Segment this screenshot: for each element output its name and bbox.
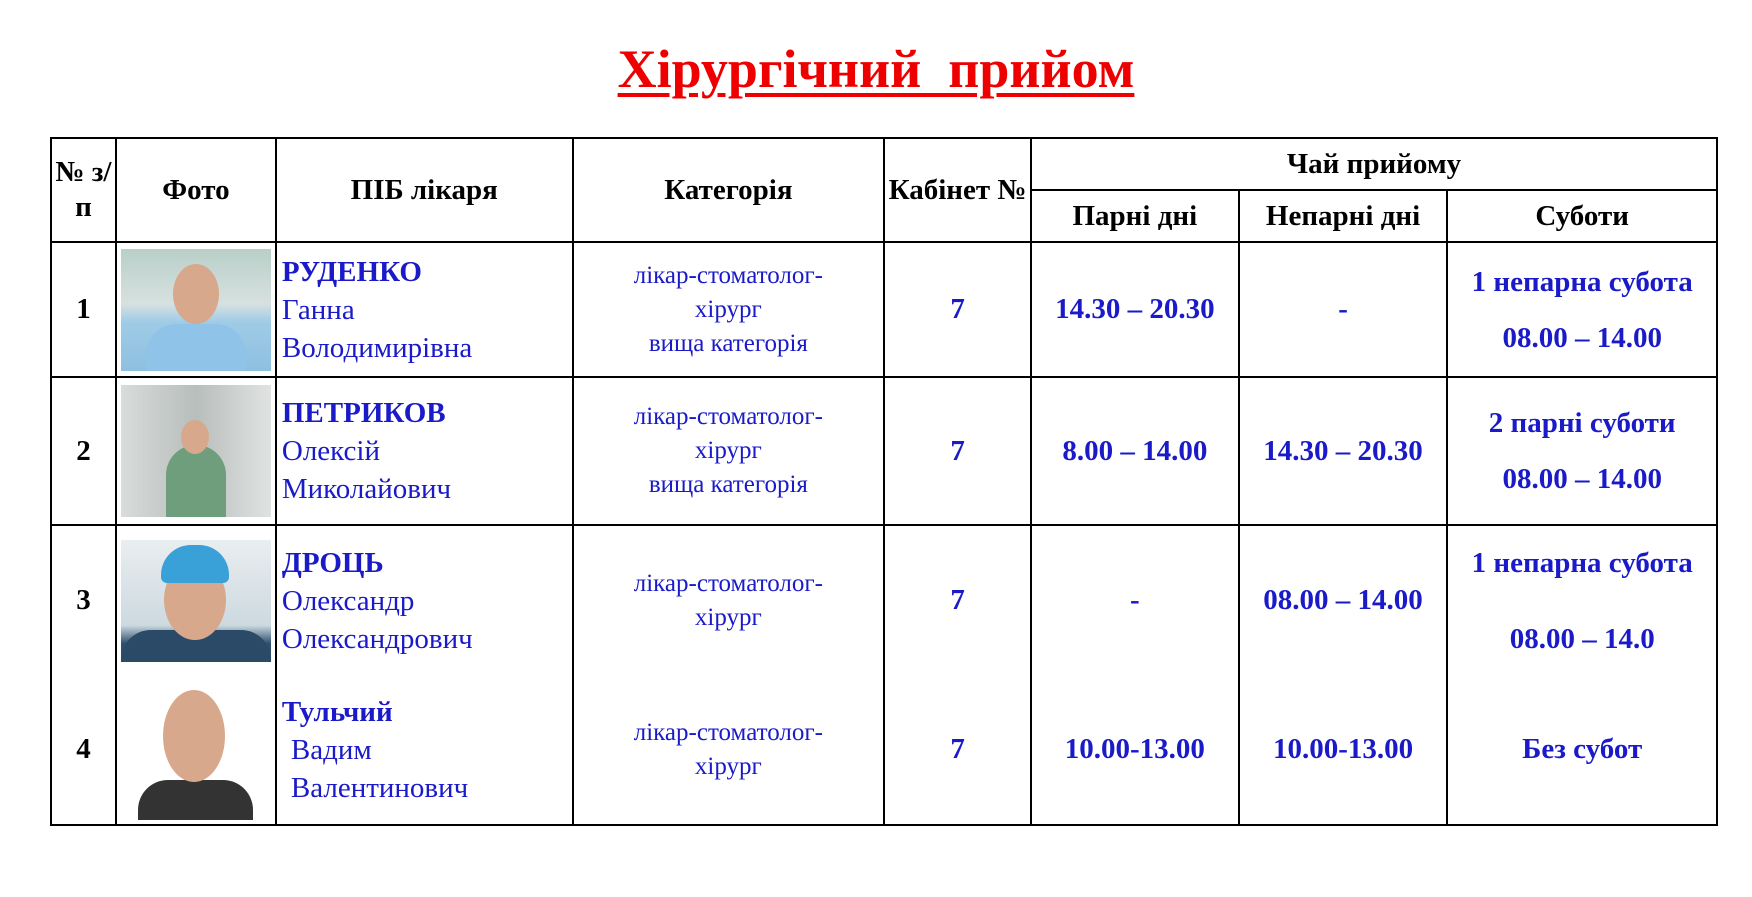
row-number: 1 [51, 242, 116, 377]
schedule-table [50, 137, 1718, 826]
saturday-hours: 08.00 – 14.0 [1509, 622, 1655, 655]
category-line: хірург [694, 603, 762, 631]
cabinet-number: 7 [884, 242, 1031, 377]
surgical-cap [161, 545, 229, 583]
even-days-hours: 8.00 – 14.00 [1031, 377, 1239, 525]
doctor-surname: РУДЕНКО [281, 255, 422, 288]
doctor-patronymic: Володимирівна [281, 331, 473, 364]
row-number: 4 [51, 675, 116, 825]
header-number: № з/п [51, 138, 116, 242]
header-sat: Суботи [1447, 190, 1717, 242]
cabinet-number: 7 [884, 675, 1031, 825]
header-even: Парні дні [1031, 190, 1239, 242]
category-line: лікар-стоматолог- [633, 569, 823, 597]
row-number: 2 [51, 377, 116, 525]
doctor-first-name: Вадим [290, 733, 372, 766]
saturday-rule: Без субот [1447, 675, 1717, 825]
cabinet-number: 7 [884, 377, 1031, 525]
category-line: хірург [694, 295, 762, 323]
table-row [51, 377, 1717, 525]
header-cabinet: Кабінет № [884, 138, 1031, 242]
table-row [51, 525, 1717, 675]
doctor-photo [138, 680, 253, 820]
table-row [51, 242, 1717, 377]
odd-days-hours: - [1239, 242, 1448, 377]
doctor-patronymic: Миколайович [281, 473, 452, 505]
table-row [51, 675, 1717, 825]
odd-days-hours: 14.30 – 20.30 [1239, 377, 1448, 525]
category-line: вища категорія [648, 471, 808, 498]
even-days-hours: 14.30 – 20.30 [1031, 242, 1239, 377]
category-line: хірург [694, 437, 762, 464]
doctor-patronymic: Олександрович [281, 622, 473, 655]
even-days-hours: 10.00-13.00 [1031, 675, 1239, 825]
doctor-first-name: Олександр [281, 584, 415, 617]
doctor-photo [121, 385, 271, 517]
saturday-rule: 2 парні суботи [1488, 407, 1676, 439]
odd-days-hours: 08.00 – 14.00 [1239, 525, 1448, 675]
doctor-photo [121, 249, 271, 371]
doctor-patronymic: Валентинович [290, 771, 469, 804]
saturday-rule: 1 непарна субота [1471, 265, 1693, 298]
saturday-hours: 08.00 – 14.00 [1502, 321, 1662, 354]
doctor-first-name: Ганна [281, 293, 355, 326]
category-line: хірург [694, 752, 762, 780]
doctor-surname: ДРОЦЬ [281, 546, 384, 579]
category-line: лікар-стоматолог- [633, 718, 823, 746]
row-number: 3 [51, 525, 116, 675]
header-name: ПІБ лікаря [276, 138, 573, 242]
cabinet-number: 7 [884, 525, 1031, 675]
doctor-surname: Тульчий [281, 695, 393, 728]
header-odd: Непарні дні [1239, 190, 1448, 242]
doctor-first-name: Олексій [281, 435, 380, 467]
doctor-surname: ПЕТРИКОВ [281, 397, 446, 429]
even-days-hours: - [1031, 525, 1239, 675]
odd-days-hours: 10.00-13.00 [1239, 675, 1448, 825]
header-category: Категорія [573, 138, 885, 242]
category-line: лікар-стоматолог- [633, 261, 823, 289]
doctor-photo [121, 540, 271, 662]
category-line: лікар-стоматолог- [633, 403, 823, 430]
category-line: вища категорія [648, 329, 808, 357]
page-title: Хірургічний прийом [617, 39, 1135, 99]
saturday-rule: 1 непарна субота [1471, 546, 1693, 579]
header-photo: Фото [116, 138, 276, 242]
saturday-hours: 08.00 – 14.00 [1502, 463, 1662, 495]
header-hours: Чай прийому [1031, 138, 1717, 190]
